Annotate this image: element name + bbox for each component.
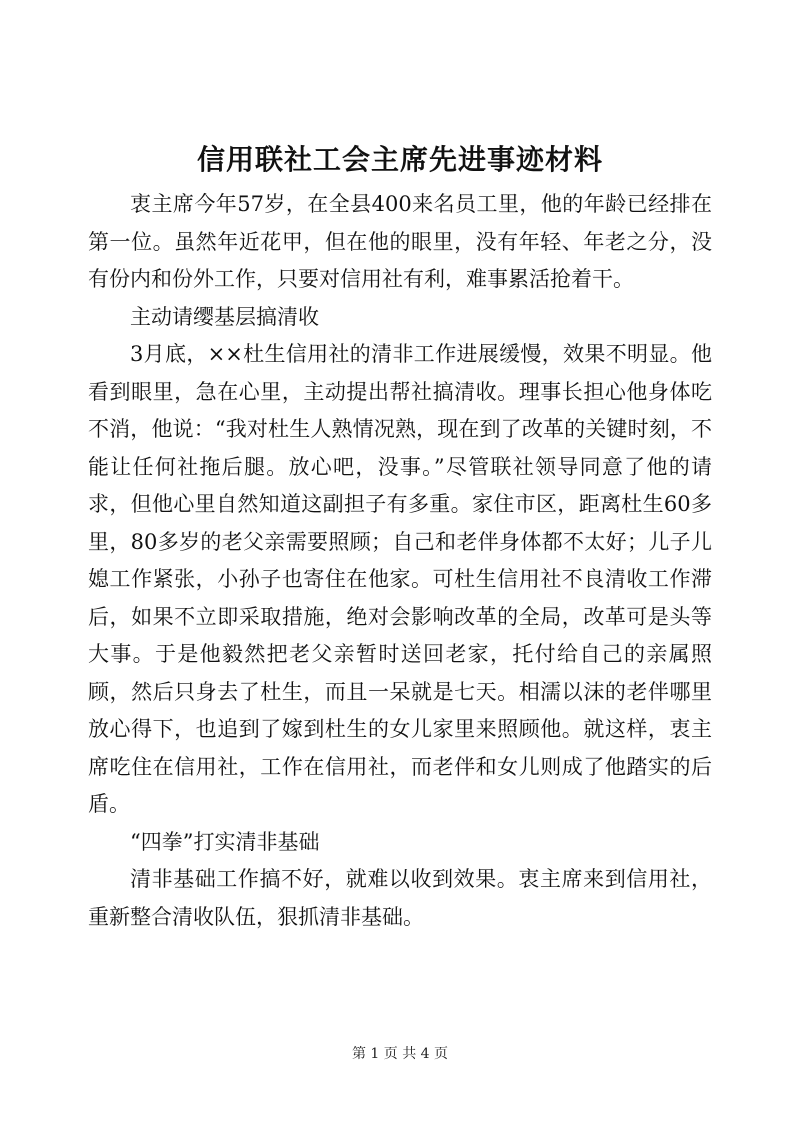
page-footer: 第 1 页 共 4 页: [351, 1046, 449, 1062]
paragraph-section-2: 清非基础工作搞不好，就难以收到效果。衷主席来到信用社，重新整合清收队伍，狠抓清非基础。: [88, 867, 712, 929]
section-heading-1: 主动请缨基层搞清收: [130, 304, 319, 329]
paragraph-intro: 衷主席今年57岁，在全县400来名员工里，他的年龄已经排在第一位。虽然年近花甲，但在他的眼里，没有年轻、年老之分，没有份内和份外工作，只要对信用社有利，难事累活抢着干。: [88, 192, 712, 291]
section-heading-2: “四拳”打实清非基础: [130, 829, 320, 854]
document-title: 信用联社工会主席先进事迹材料: [196, 143, 603, 176]
document-body: [88, 186, 712, 936]
paragraph-section-1: 3月底，××杜生信用社的清非工作进展缓慢，效果不明显。他看到眼里，急在心里，主动提出帮社搞清收。理事长担心他身体吃不消，他说：“我对杜生人熟情况熟，现在到了改革的关键时刻，不能让任何社拖后腿。放心吧，没事。”尽管联社领导同意了他的请求，但他心里自然知道这副担子有多重。家住市区，距离杜生60多里，80多岁的老父亲需要照顾；自己和老伴身体都不太好；儿子儿媳工作紧张，小孙子也寄住在他家。可杜生信用社不良清收工作滞后，如果不立即采取措施，绝对会影响改革的全局，改革可是头等大事。于是他毅然把老父亲暂时送回老家，托付给自己的亲属照顾，然后只身去了杜生，而且一呆就是七天。相濡以沫的老伴哪里放心得下，也追到了嫁到杜生的女儿家里来照顾他。就这样，衷主席吃住在信用社，工作在信用社，而老伴和女儿则成了他踏实的后盾。: [88, 342, 712, 816]
